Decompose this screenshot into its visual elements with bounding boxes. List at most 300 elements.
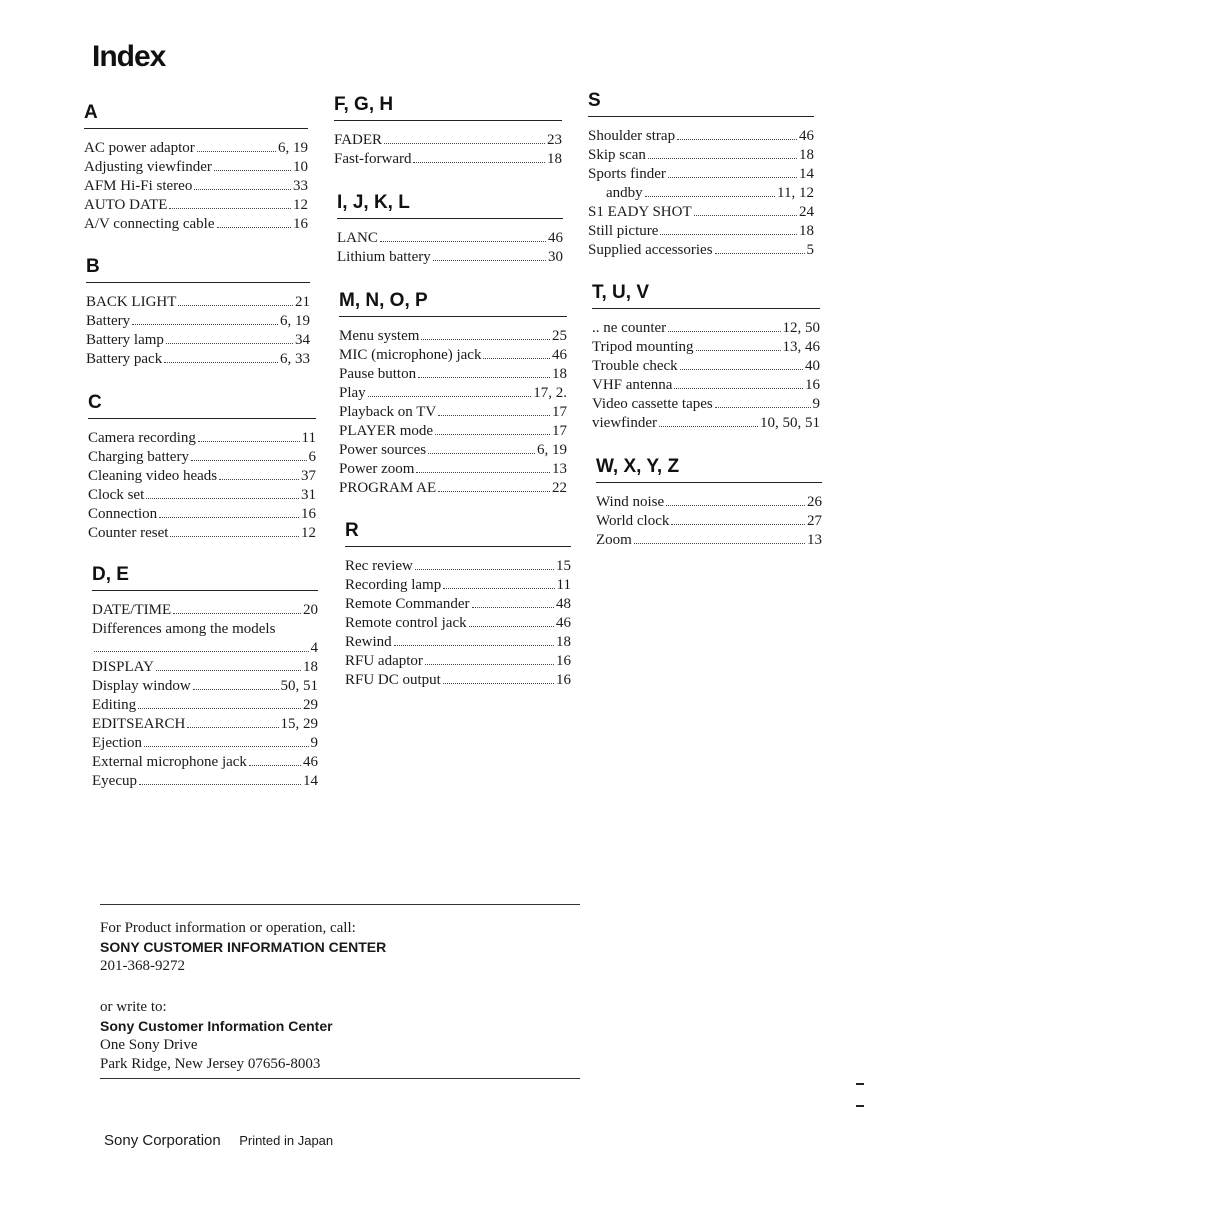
- index-entry: [92, 715, 318, 734]
- entry-page: 15, 29: [280, 716, 318, 732]
- dot-leader: [194, 189, 291, 190]
- dot-leader: [671, 524, 805, 525]
- entry-name: Recording lamp: [345, 577, 442, 593]
- dot-leader: [715, 407, 811, 408]
- index-section-c: [88, 390, 316, 543]
- entry-page: 12: [301, 525, 316, 541]
- contact-block: [100, 904, 580, 1079]
- entry-name: World clock: [596, 513, 670, 529]
- index-entry: [345, 671, 571, 690]
- dot-leader: [433, 260, 546, 261]
- entry-page: 16: [556, 672, 571, 688]
- dot-leader: [166, 343, 293, 344]
- dot-leader: [187, 727, 278, 728]
- index-entry: [84, 177, 308, 196]
- dot-leader: [443, 588, 554, 589]
- index-entry: [334, 131, 562, 150]
- section-rule: [88, 418, 316, 419]
- entry-name: Battery lamp: [86, 332, 164, 348]
- index-entry: [592, 319, 820, 338]
- index-entry: [86, 312, 310, 331]
- entry-page: 29: [303, 697, 318, 713]
- margin-mark: [856, 1083, 864, 1085]
- entry-page: 5: [806, 242, 814, 258]
- index-entry: [88, 448, 316, 467]
- entry-name: FADER: [334, 132, 383, 148]
- dot-leader: [469, 626, 554, 627]
- section-heading: A: [84, 102, 98, 123]
- index-entry: [84, 215, 308, 234]
- index-entry: [339, 346, 567, 365]
- index-entry: [588, 184, 814, 203]
- footer: [104, 1132, 333, 1150]
- dot-leader: [472, 607, 554, 608]
- dot-leader: [634, 543, 805, 544]
- entry-name: VHF antenna: [592, 377, 673, 393]
- entry-page: 17: [552, 404, 567, 420]
- dot-leader: [164, 362, 278, 363]
- index-entry: [86, 331, 310, 350]
- dot-leader: [159, 517, 299, 518]
- dot-leader: [178, 305, 293, 306]
- entry-name: Rewind: [345, 634, 392, 650]
- entry-page: 6, 19: [537, 442, 567, 458]
- index-entry: [86, 293, 310, 312]
- section-rule: [592, 308, 820, 309]
- entry-page: 10, 50, 51: [760, 415, 820, 431]
- entry-page: 16: [556, 653, 571, 669]
- section-heading: D, E: [92, 564, 129, 585]
- entry-page: 26: [807, 494, 822, 510]
- dot-leader: [715, 253, 805, 254]
- entry-page: 18: [556, 634, 571, 650]
- entry-name: Ejection: [92, 735, 142, 751]
- index-section-a: [84, 100, 308, 234]
- dot-leader: [384, 143, 545, 144]
- entry-page: 12: [293, 197, 308, 213]
- entry-name: Rec review: [345, 558, 413, 574]
- entry-page: 46: [552, 347, 567, 363]
- index-entry: [339, 441, 567, 460]
- entry-name: DISPLAY: [92, 659, 154, 675]
- entry-page: 4: [310, 640, 318, 656]
- dot-leader: [132, 324, 278, 325]
- index-entry: [345, 633, 571, 652]
- entry-name: PROGRAM AE: [339, 480, 437, 496]
- entry-page: 14: [303, 773, 318, 789]
- index-entry: [345, 557, 571, 576]
- index-entry: [596, 531, 822, 550]
- entry-page: 16: [301, 506, 316, 522]
- dot-leader: [416, 472, 550, 473]
- entry-page: 46: [556, 615, 571, 631]
- contact-center-name: Sony Customer Information Center: [100, 1018, 333, 1034]
- index-section-fgh: [334, 92, 562, 169]
- dot-leader: [660, 234, 797, 235]
- section-rule: [86, 282, 310, 283]
- index-entry: [339, 403, 567, 422]
- index-entry: [588, 203, 814, 222]
- section-rule: [339, 316, 567, 317]
- entry-name: Battery: [86, 313, 131, 329]
- index-section-de: [92, 562, 318, 791]
- index-entry: [88, 429, 316, 448]
- entry-name: External microphone jack: [92, 754, 247, 770]
- dot-leader: [438, 491, 550, 492]
- index-entry: [92, 639, 318, 658]
- index-entry: [84, 158, 308, 177]
- entry-page: 33: [293, 178, 308, 194]
- entry-name: Play: [339, 385, 366, 401]
- dot-leader: [438, 415, 550, 416]
- entry-page: 13: [552, 461, 567, 477]
- index-section-s: [588, 88, 814, 260]
- dot-leader: [249, 765, 301, 766]
- entry-name: RFU DC output: [345, 672, 441, 688]
- entry-name: Skip scan: [588, 147, 646, 163]
- entry-name: A/V connecting cable: [84, 216, 215, 232]
- dot-leader: [219, 479, 299, 480]
- dot-leader: [197, 151, 276, 152]
- entry-page: 22: [552, 480, 567, 496]
- entry-page: 25: [552, 328, 567, 344]
- dot-leader: [435, 434, 550, 435]
- entry-name: Adjusting viewfinder: [84, 159, 212, 175]
- index-entry: [588, 222, 814, 241]
- entry-page: 9: [812, 396, 820, 412]
- entry-name: AFM Hi-Fi stereo: [84, 178, 193, 194]
- section-heading: S: [588, 90, 601, 111]
- index-entry: [339, 327, 567, 346]
- section-heading: C: [88, 392, 102, 413]
- page-title: Index: [92, 40, 166, 73]
- entry-name: viewfinder: [592, 415, 657, 431]
- section-rule: [596, 482, 822, 483]
- entry-page: 18: [799, 223, 814, 239]
- entry-page: 24: [799, 204, 814, 220]
- section-heading: I, J, K, L: [337, 192, 410, 213]
- entry-name: Video cassette tapes: [592, 396, 713, 412]
- section-rule: [92, 590, 318, 591]
- index-entry: [345, 652, 571, 671]
- dot-leader: [428, 453, 535, 454]
- entry-name: Power sources: [339, 442, 427, 458]
- entry-page: 21: [295, 294, 310, 310]
- dot-leader: [668, 331, 780, 332]
- footer-corporation: Sony Corporation: [104, 1132, 221, 1149]
- entry-name: Counter reset: [88, 525, 169, 541]
- entry-name: Shoulder strap: [588, 128, 676, 144]
- entry-name: PLAYER mode: [339, 423, 434, 439]
- index-entry: [339, 460, 567, 479]
- index-entry: [88, 505, 316, 524]
- index-entry: [592, 414, 820, 433]
- entry-list: [334, 131, 562, 169]
- entry-page: 13, 46: [782, 339, 820, 355]
- section-heading: T, U, V: [592, 282, 650, 303]
- entry-list: [596, 493, 822, 550]
- index-entry: [339, 365, 567, 384]
- entry-name: S1 EADY SHOT: [588, 204, 692, 220]
- entry-page: 10: [293, 159, 308, 175]
- dot-leader: [394, 645, 554, 646]
- index-entry: [92, 677, 318, 696]
- index-entry: [334, 150, 562, 169]
- dot-leader: [217, 227, 291, 228]
- index-entry: [84, 139, 308, 158]
- entry-name: Remote Commander: [345, 596, 470, 612]
- entry-page: 17, 2.: [533, 385, 567, 401]
- entry-list: [86, 293, 310, 369]
- entry-page: 30: [548, 249, 563, 265]
- entry-name: .. ne counter: [592, 320, 667, 336]
- entry-page: 20: [303, 602, 318, 618]
- entry-page: 15: [556, 558, 571, 574]
- footer-printed: Printed in Japan: [239, 1133, 334, 1148]
- contact-city: Park Ridge, New Jersey 07656-8003: [100, 1056, 321, 1072]
- entry-page: 6, 33: [280, 351, 310, 367]
- index-entry: [339, 479, 567, 498]
- entry-page: 34: [295, 332, 310, 348]
- contact-intro: For Product information or operation, call:: [100, 920, 356, 936]
- dot-leader: [677, 139, 797, 140]
- dot-leader: [156, 670, 301, 671]
- index-entry: [592, 338, 820, 357]
- entry-page: 9: [310, 735, 318, 751]
- index-entry: [92, 601, 318, 620]
- index-entry: [345, 576, 571, 595]
- entry-page: 14: [799, 166, 814, 182]
- entry-name: Connection: [88, 506, 158, 522]
- section-rule: [84, 128, 308, 129]
- dot-leader: [413, 162, 545, 163]
- section-rule: [334, 120, 562, 121]
- index-entry: [345, 614, 571, 633]
- dot-leader: [425, 664, 554, 665]
- dot-leader: [191, 460, 307, 461]
- dot-leader: [680, 369, 803, 370]
- dot-leader: [170, 536, 299, 537]
- index-section-wxyz: [596, 454, 822, 550]
- entry-list: [88, 429, 316, 543]
- entry-page: 13: [807, 532, 822, 548]
- index-entry: [588, 165, 814, 184]
- index-entry: [92, 734, 318, 753]
- entry-page: 18: [547, 151, 562, 167]
- entry-name: EDITSEARCH: [92, 716, 186, 732]
- entry-page: 18: [799, 147, 814, 163]
- index-entry: [592, 357, 820, 376]
- index-entry: [592, 395, 820, 414]
- dot-leader: [415, 569, 554, 570]
- index-entry: [588, 146, 814, 165]
- index-entry: [92, 658, 318, 677]
- entry-page: 12, 50: [782, 320, 820, 336]
- entry-list: [337, 229, 563, 267]
- entry-list: [84, 139, 308, 234]
- entry-page: 46: [548, 230, 563, 246]
- entry-name: Editing: [92, 697, 137, 713]
- entry-name: Cleaning video heads: [88, 468, 218, 484]
- entry-page: 16: [805, 377, 820, 393]
- entry-name: Camera recording: [88, 430, 196, 446]
- entry-name: AC power adaptor: [84, 140, 195, 156]
- index-entry: [588, 241, 814, 260]
- contact-phone: 201-368-9272: [100, 958, 185, 974]
- dot-leader: [193, 689, 279, 690]
- index-entry: [596, 493, 822, 512]
- entry-name: Zoom: [596, 532, 632, 548]
- entry-name: DATE/TIME: [92, 602, 172, 618]
- index-section-mnop: [339, 288, 567, 498]
- entry-page: 40: [805, 358, 820, 374]
- entry-list: [588, 127, 814, 260]
- index-entry: [92, 753, 318, 772]
- dot-leader: [421, 339, 550, 340]
- entry-name: Fast-forward: [334, 151, 412, 167]
- entry-name: Still picture: [588, 223, 659, 239]
- entry-page: 17: [552, 423, 567, 439]
- index-entry: [339, 422, 567, 441]
- entry-page: 6: [308, 449, 316, 465]
- contact-write: or write to:: [100, 999, 167, 1015]
- section-heading: M, N, O, P: [339, 290, 428, 311]
- entry-name: RFU adaptor: [345, 653, 423, 669]
- index-entry: [588, 127, 814, 146]
- dot-leader: [443, 683, 554, 684]
- entry-name: Clock set: [88, 487, 145, 503]
- entry-page: 11: [301, 430, 316, 446]
- entry-name: MIC (microphone) jack: [339, 347, 482, 363]
- entry-name: Power zoom: [339, 461, 415, 477]
- contact-top-rule: [100, 904, 580, 905]
- entry-page: 31: [301, 487, 316, 503]
- index-entry: [92, 620, 318, 639]
- dot-leader: [694, 215, 797, 216]
- entry-name: Remote control jack: [345, 615, 467, 631]
- section-heading: W, X, Y, Z: [596, 456, 680, 477]
- index-section-b: [86, 254, 310, 369]
- dot-leader: [483, 358, 550, 359]
- section-rule: [588, 116, 814, 117]
- entry-page: 46: [303, 754, 318, 770]
- margin-mark: [856, 1105, 864, 1107]
- entry-page: 11, 12: [777, 185, 814, 201]
- entry-page: 18: [303, 659, 318, 675]
- index-entry: [84, 196, 308, 215]
- index-section-ijkl: [337, 190, 563, 267]
- entry-page: 18: [552, 366, 567, 382]
- entry-page: 37: [301, 468, 316, 484]
- entry-name: Supplied accessories: [588, 242, 713, 258]
- dot-leader: [666, 505, 805, 506]
- index-entry: [337, 248, 563, 267]
- entry-name: Playback on TV: [339, 404, 437, 420]
- entry-page: 27: [807, 513, 822, 529]
- dot-leader: [138, 708, 301, 709]
- index-entry: [592, 376, 820, 395]
- entry-name: Sports finder: [588, 166, 666, 182]
- entry-page: 6, 19: [280, 313, 310, 329]
- entry-list: [339, 327, 567, 498]
- contact-street: One Sony Drive: [100, 1037, 198, 1053]
- contact-bottom-rule: [100, 1078, 580, 1079]
- entry-page: 48: [556, 596, 571, 612]
- entry-name: BACK LIGHT: [86, 294, 177, 310]
- entry-name: Charging battery: [88, 449, 189, 465]
- entry-name: andby: [606, 185, 643, 201]
- entry-name: Pause button: [339, 366, 417, 382]
- index-entry: [88, 486, 316, 505]
- dot-leader: [146, 498, 299, 499]
- entry-page: 23: [547, 132, 562, 148]
- entry-name: Display window: [92, 678, 191, 694]
- entry-list: [345, 557, 571, 690]
- entry-list: [92, 601, 318, 791]
- entry-page: 46: [799, 128, 814, 144]
- section-heading: R: [345, 520, 359, 541]
- section-heading: B: [86, 256, 100, 277]
- entry-name: AUTO DATE: [84, 197, 168, 213]
- entry-list: [592, 319, 820, 433]
- index-entry: [596, 512, 822, 531]
- dot-leader: [668, 177, 797, 178]
- dot-leader: [139, 784, 301, 785]
- index-entry: [92, 696, 318, 715]
- entry-name: Trouble check: [592, 358, 678, 374]
- dot-leader: [144, 746, 309, 747]
- dot-leader: [648, 158, 797, 159]
- index-entry: [86, 350, 310, 369]
- dot-leader: [94, 651, 309, 652]
- entry-name: Eyecup: [92, 773, 137, 789]
- entry-name: Wind noise: [596, 494, 665, 510]
- entry-name: Differences among the models: [92, 621, 276, 637]
- dot-leader: [214, 170, 291, 171]
- index-entry: [92, 772, 318, 791]
- dot-leader: [380, 241, 546, 242]
- contact-center-caps: SONY CUSTOMER INFORMATION CENTER: [100, 939, 387, 955]
- section-heading: F, G, H: [334, 94, 394, 115]
- entry-name: Lithium battery: [337, 249, 431, 265]
- entry-name: LANC: [337, 230, 378, 246]
- dot-leader: [674, 388, 803, 389]
- entry-name: Tripod mounting: [592, 339, 694, 355]
- entry-page: 11: [556, 577, 571, 593]
- index-entry: [88, 467, 316, 486]
- dot-leader: [645, 196, 775, 197]
- index-section-tuv: [592, 280, 820, 433]
- dot-leader: [368, 396, 532, 397]
- entry-name: Menu system: [339, 328, 420, 344]
- index-entry: [88, 524, 316, 543]
- index-entry: [339, 384, 567, 403]
- entry-page: 16: [293, 216, 308, 232]
- dot-leader: [696, 350, 781, 351]
- entry-page: 50, 51: [280, 678, 318, 694]
- dot-leader: [418, 377, 550, 378]
- section-rule: [337, 218, 563, 219]
- entry-page: 6, 19: [278, 140, 308, 156]
- index-entry: [345, 595, 571, 614]
- entry-name: Battery pack: [86, 351, 163, 367]
- index-section-r: [345, 518, 571, 690]
- dot-leader: [173, 613, 301, 614]
- dot-leader: [169, 208, 291, 209]
- dot-leader: [659, 426, 758, 427]
- dot-leader: [198, 441, 300, 442]
- section-rule: [345, 546, 571, 547]
